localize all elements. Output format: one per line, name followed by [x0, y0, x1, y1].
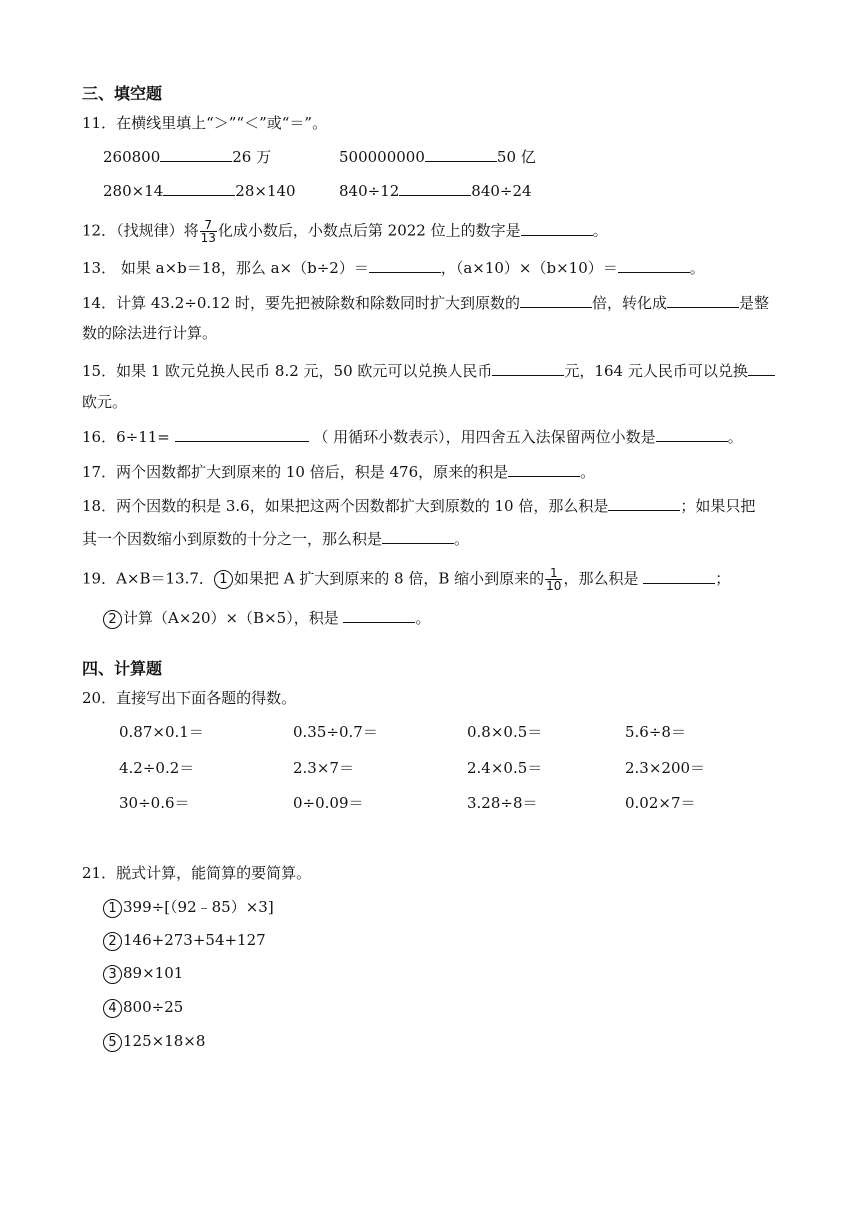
question-11-row1a: [103, 146, 271, 167]
q16-end: 。: [727, 428, 743, 446]
q21-expression: 146+273+54+127: [123, 931, 266, 949]
question-14-line2: 数的除法进行计算。: [82, 324, 218, 342]
question-12: [82, 219, 608, 244]
q12-text: 12．（找规律）将: [82, 221, 199, 240]
q20-problem: 0.35÷0.7＝: [293, 723, 378, 741]
q16-text: 16．6÷11=: [82, 428, 175, 446]
q16-text: （ 用循环小数表示），用四舍五入法保留两位小数是: [308, 428, 656, 446]
answer-blank[interactable]: [521, 220, 593, 236]
answer-blank[interactable]: [382, 528, 454, 544]
q11-r2b-right: 840÷24: [471, 182, 532, 200]
question-11-row2a: [103, 180, 296, 201]
q19-text: ，那么积是: [563, 569, 644, 588]
q20-problem: 2.3×200＝: [625, 759, 706, 777]
answer-blank[interactable]: [643, 568, 715, 584]
q19-text: 计算（A×20）×（B×5），积是: [123, 609, 344, 627]
question-18-line1: [82, 495, 755, 516]
answer-blank[interactable]: [667, 292, 739, 308]
fraction-numerator: 1: [545, 567, 562, 580]
q21-item: [103, 1031, 205, 1052]
answer-blank[interactable]: [425, 146, 497, 162]
question-11-row2b: [339, 180, 532, 201]
q12-end: 。: [592, 221, 608, 240]
fraction-denominator: 10: [546, 579, 562, 593]
circled-number-icon: 3: [103, 965, 122, 984]
answer-blank[interactable]: [163, 180, 235, 196]
question-16: [82, 426, 743, 447]
q18-text: 其一个因数缩小到原数的十分之一，那么积是: [82, 530, 383, 548]
answer-blank[interactable]: [343, 607, 415, 623]
circled-number-icon: 2: [103, 932, 122, 951]
answer-blank[interactable]: [160, 146, 232, 162]
q20-problem: 0÷0.09＝: [293, 794, 364, 812]
answer-blank[interactable]: [618, 257, 690, 273]
q21-item: [103, 897, 274, 918]
q11-r1a-right: 26 万: [232, 148, 272, 166]
q20-problem: 0.8×0.5＝: [467, 723, 543, 741]
answer-blank[interactable]: [508, 461, 580, 477]
q19-text: 如果把 A 扩大到原来的 8 倍，B 缩小到原来的: [233, 569, 545, 588]
answer-blank[interactable]: [656, 426, 728, 442]
answer-blank[interactable]: [399, 180, 471, 196]
question-13: [82, 257, 705, 278]
question-15-line1: [82, 360, 775, 381]
question-11-row1b: [339, 146, 536, 167]
q12-text: 化成小数后，小数点后第 2022 位上的数字是: [217, 221, 521, 240]
q11-r2a-right: 28×140: [235, 182, 296, 200]
q11-r1b-right: 50 亿: [496, 148, 536, 166]
circled-number-icon: 1: [214, 570, 233, 589]
q21-item: [103, 997, 183, 1018]
q20-problem: 0.87×0.1＝: [119, 723, 204, 741]
question-11-prompt: 11．在横线里填上“＞”“＜”或“＝”。: [82, 114, 328, 132]
question-19-line1: [82, 567, 730, 592]
question-21-prompt: 21．脱式计算，能简算的要简算。: [82, 864, 312, 882]
fraction-denominator: 13: [200, 231, 216, 245]
q20-problem: 4.2÷0.2＝: [119, 759, 195, 777]
answer-blank[interactable]: [748, 360, 775, 376]
section-heading-fill-in: 三、填空题: [82, 84, 163, 103]
q14-text: 14．计算 43.2÷0.12 时，要先把被除数和除数同时扩大到原数的: [82, 294, 520, 312]
question-17: [82, 461, 595, 482]
q18-text: 18．两个因数的积是 3.6，如果把这两个因数都扩大到原数的 10 倍，那么积是: [82, 497, 609, 515]
q13-text: 13． 如果 a×b＝18，那么 a×（b÷2）＝: [82, 259, 369, 277]
q21-expression: 399÷[（92﹣85）×3]: [123, 898, 274, 916]
q17-text: 17．两个因数都扩大到原来的 10 倍后，积是 476，原来的积是: [82, 463, 509, 481]
q20-problem: 2.3×7＝: [293, 759, 354, 777]
question-18-line2: [82, 528, 469, 549]
question-15-line2: 欧元。: [82, 393, 128, 411]
circled-number-icon: 1: [103, 899, 122, 918]
q20-problem: 2.4×0.5＝: [467, 759, 543, 777]
question-14-line1: [82, 292, 769, 313]
answer-blank[interactable]: [520, 292, 592, 308]
q21-item: [103, 963, 183, 984]
q19-end: ；: [715, 569, 731, 588]
q11-r1b-left: 500000000: [339, 148, 425, 166]
q21-expression: 89×101: [123, 964, 184, 982]
answer-blank[interactable]: [175, 426, 309, 442]
q17-end: 。: [580, 463, 596, 481]
q20-problem: 0.02×7＝: [625, 794, 696, 812]
answer-blank[interactable]: [608, 495, 680, 511]
q21-item: [103, 930, 266, 951]
q13-end: 。: [689, 259, 705, 277]
q15-text: 元，164 元人民币可以兑换: [564, 362, 748, 380]
q13-text: ，（a×10）×（b×10）＝: [440, 259, 618, 277]
answer-blank[interactable]: [369, 257, 441, 273]
question-19-line2: [103, 607, 430, 629]
section-heading-calculation: 四、计算题: [82, 659, 163, 678]
circled-number-icon: 5: [103, 1033, 122, 1052]
q18-text: ；如果只把: [680, 497, 756, 515]
fraction-7-13: [200, 219, 217, 244]
q21-expression: 800÷25: [123, 998, 184, 1016]
q21-expression: 125×18×8: [123, 1032, 206, 1050]
q11-r2a-left: 280×14: [103, 182, 164, 200]
q20-problem: 5.6÷8＝: [625, 723, 686, 741]
q11-r1a-left: 260800: [103, 148, 161, 166]
circled-number-icon: 4: [103, 999, 122, 1018]
q20-problem: 30÷0.6＝: [119, 794, 190, 812]
q11-r2b-left: 840÷12: [339, 182, 400, 200]
answer-blank[interactable]: [492, 360, 564, 376]
q14-text: 倍，转化成: [592, 294, 668, 312]
fraction-1-10: [545, 567, 562, 592]
q20-problem: 3.28÷8＝: [467, 794, 538, 812]
q19-end: 。: [415, 609, 431, 627]
question-20-prompt: 20．直接写出下面各题的得数。: [82, 689, 297, 707]
circled-number-icon: 2: [103, 610, 122, 629]
q18-end: 。: [454, 530, 470, 548]
fraction-numerator: 7: [200, 219, 217, 232]
q19-text: 19．A×B＝13.7．: [82, 569, 214, 588]
q15-text: 15．如果 1 欧元兑换人民币 8.2 元，50 欧元可以兑换人民币: [82, 362, 493, 380]
q14-text: 是整: [739, 294, 770, 312]
